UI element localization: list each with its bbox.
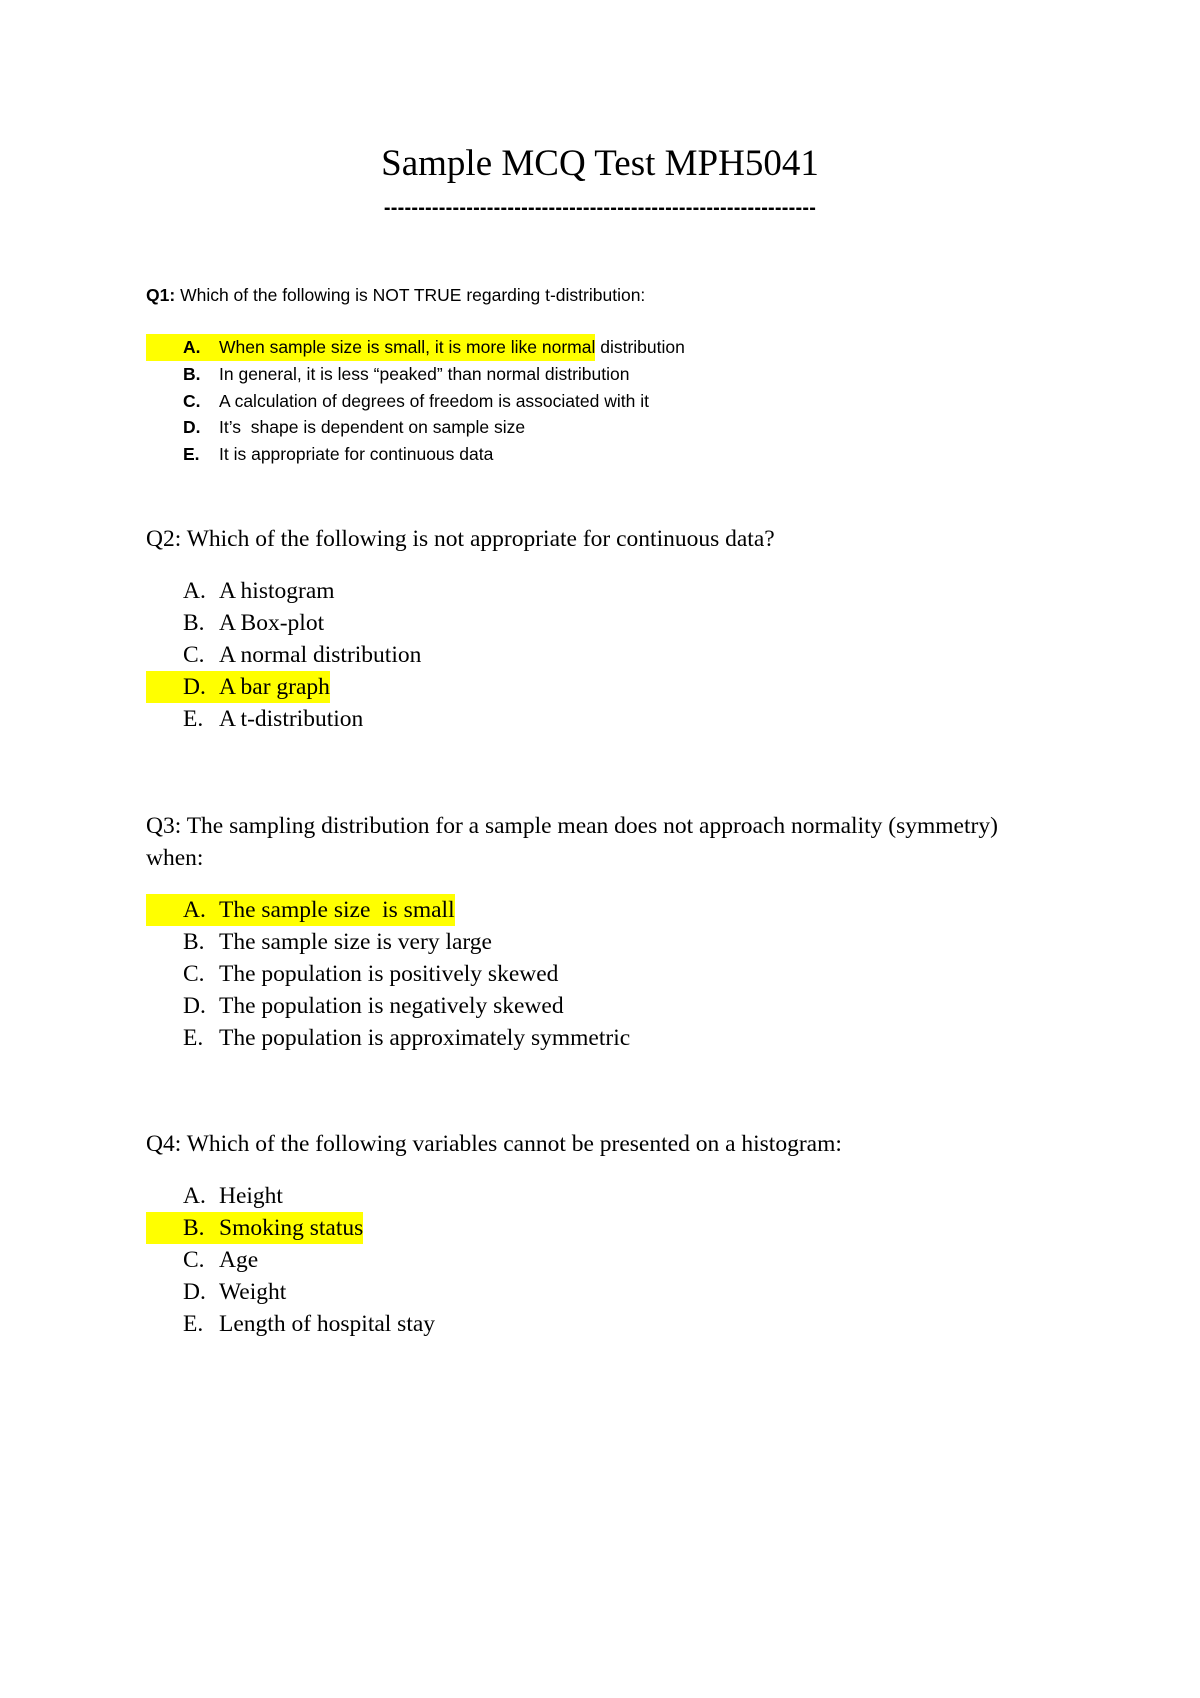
question-4 [146, 1128, 1046, 1340]
option-text: Height [219, 1183, 283, 1209]
question-1-option-a [146, 334, 1046, 361]
question-4-option-c [146, 1244, 1046, 1276]
option-letter: C. [183, 1247, 205, 1273]
option-text-highlighted: When sample size is small, it is more like normal [219, 334, 595, 361]
option-text: A t-distribution [219, 706, 364, 732]
option-text: The population is negatively skewed [219, 993, 564, 1019]
question-3-option-c [146, 958, 1046, 990]
option-letter: D. [146, 671, 219, 703]
question-1-text [146, 282, 1046, 308]
option-letter: D. [183, 993, 206, 1019]
question-3-option-d [146, 990, 1046, 1022]
option-letter: A. [183, 578, 206, 604]
question-1 [146, 282, 1046, 468]
question-4-text [146, 1128, 1046, 1160]
option-text: Age [219, 1247, 259, 1273]
question-3-text [146, 810, 1046, 874]
option-letter: E. [183, 1025, 204, 1051]
option-letter: A. [146, 334, 219, 361]
option-text: Length of hospital stay [219, 1311, 436, 1337]
question-4-option-a [146, 1180, 1046, 1212]
question-3 [146, 810, 1046, 1054]
question-3-option-e [146, 1022, 1046, 1054]
question-4-option-b [146, 1212, 1046, 1244]
question-2-options [146, 575, 1046, 735]
option-letter: C. [183, 642, 205, 668]
question-2-prompt: Which of the following is not appropriate for continuous data? [186, 526, 775, 552]
question-2-option-b [146, 607, 1046, 639]
option-text: It’s shape is dependent on sample size [219, 417, 526, 438]
option-text-highlighted: The sample size is small [219, 894, 455, 926]
question-2 [146, 523, 1046, 735]
option-letter: A. [183, 1183, 206, 1209]
option-letter: D. [183, 417, 201, 438]
option-text: A Box-plot [219, 610, 325, 636]
question-1-option-b [146, 361, 1046, 388]
option-text-highlighted: A bar graph [219, 671, 330, 703]
question-1-number: Q1: [146, 285, 176, 305]
question-3-prompt: The sampling distribution for a sample mean does not approach normality (symmetry) when: [146, 813, 998, 871]
question-3-option-a [146, 894, 1046, 926]
option-letter: B. [183, 610, 205, 636]
option-letter: B. [183, 929, 205, 955]
option-text: A histogram [219, 578, 335, 604]
question-1-options [146, 334, 1046, 468]
option-letter: E. [183, 444, 200, 465]
question-4-option-d [146, 1276, 1046, 1308]
option-text: It is appropriate for continuous data [219, 444, 494, 465]
option-letter: B. [183, 363, 201, 384]
question-2-option-a [146, 575, 1046, 607]
option-text: The population is approximately symmetric [219, 1025, 631, 1051]
option-letter: A. [146, 894, 219, 926]
option-text-rest: distribution [595, 337, 685, 357]
question-4-prompt: Which of the following variables cannot be presented on a histogram: [186, 1131, 842, 1157]
question-2-text [146, 523, 1046, 555]
title-divider: --------------------------------------------------------------- [383, 197, 817, 219]
option-text: The sample size is very large [219, 929, 492, 955]
question-3-options [146, 894, 1046, 1054]
option-letter: B. [146, 1212, 219, 1244]
option-letter: E. [183, 1311, 204, 1337]
question-1-option-e [146, 441, 1046, 468]
option-text: In general, it is less “peaked” than normal distribution [219, 363, 630, 384]
page-title: Sample MCQ Test MPH5041 [381, 143, 819, 184]
option-letter: C. [183, 390, 201, 411]
question-2-option-c [146, 639, 1046, 671]
question-1-option-c [146, 388, 1046, 415]
question-3-number: Q3: [146, 813, 182, 839]
option-letter: C. [183, 961, 205, 987]
option-letter: D. [183, 1279, 206, 1305]
question-1-option-d [146, 414, 1046, 441]
option-text-highlighted: Smoking status [219, 1212, 363, 1244]
question-2-option-e [146, 703, 1046, 735]
option-text: A normal distribution [219, 642, 422, 668]
option-letter: E. [183, 706, 204, 732]
question-4-number: Q4: [146, 1131, 182, 1157]
option-text: A calculation of degrees of freedom is associated with it [219, 390, 649, 411]
question-4-option-e [146, 1308, 1046, 1340]
option-text: The population is positively skewed [219, 961, 559, 987]
question-2-option-d [146, 671, 1046, 703]
question-3-option-b [146, 926, 1046, 958]
option-text: Weight [219, 1279, 287, 1305]
question-2-number: Q2: [146, 526, 182, 552]
question-4-options [146, 1180, 1046, 1340]
question-1-prompt: Which of the following is NOT TRUE regarding t-distribution: [180, 285, 646, 305]
